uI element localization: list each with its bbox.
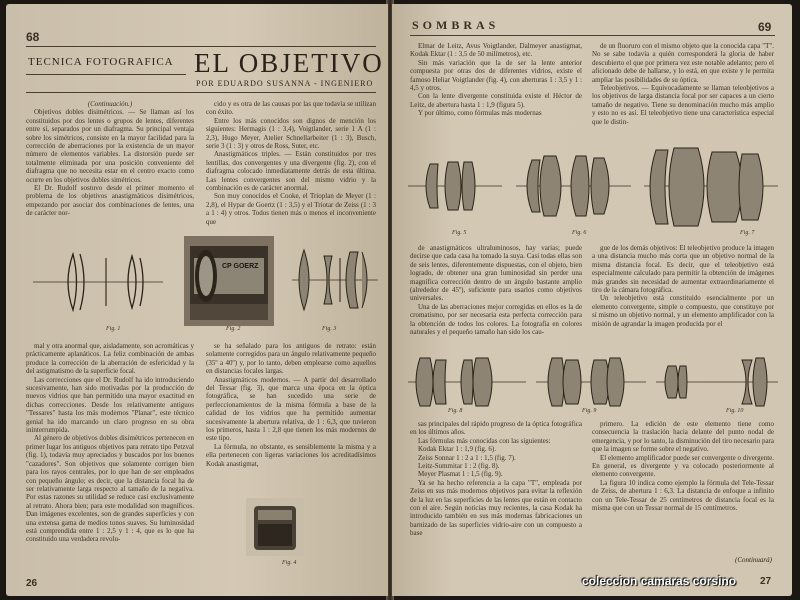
fig-3-lens-diagram xyxy=(290,240,380,324)
left-page xyxy=(6,4,388,596)
fig-1-lens-diagram xyxy=(28,242,168,324)
fig-6-diagram xyxy=(516,156,631,216)
paragraph: Teleobjetivos. — Equivocadamente se llaman teleobjetivos a los objetivos de larga distancia focal por ser capaces a un cierto tamaño de negativo. Tiene su denominación mucho más amplio y esto no es así. El teleobjetivo tiene una característica especial que le distin- xyxy=(592,84,774,126)
list-item: Kodak Ektar 1 : 1,9 (fig. 6). xyxy=(418,445,496,454)
magazine-header: SOMBRAS xyxy=(412,18,500,32)
title-bottom-rule xyxy=(26,92,376,93)
fig-8-caption: Fig. 8 xyxy=(448,408,463,414)
continuation-label: (Continuación.) xyxy=(87,100,133,108)
paragraph: El elemento amplificador puede ser convergente o divergente. En general, es divergente y va colocado posteriormente al elemento convergente. xyxy=(592,453,774,479)
fig-4-caption: Fig. 4 xyxy=(282,560,297,566)
fig-7-caption: Fig. 7 xyxy=(740,230,755,236)
paragraph: La figura 10 indica como ejemplo la fórmula del Tele-Tessar de Zeiss, de abertura 1 : 6,3. La distancia de enfoque a infinito con un Tele-Tessar de 25 centímetros de distancia focal es la misma que con un Tessar normal de 15 centímetros. xyxy=(592,478,774,513)
right-col1-mid xyxy=(410,244,582,352)
paragraph: de un fluoruro con el mismo objeto que la conocida capa "T". No se sabe todavía a quién corresponderá la gloria de haber descubierto el que por primera vez este notable adelanto; pero el aficionado debe de hallarse, y lo está, en que existe y le permita ampliar las posibilidades de su óptica. xyxy=(592,42,774,84)
article-title: EL OBJETIVO xyxy=(194,48,384,78)
paragraph: Elmar de Leitz, Avus Voigtlander, Dalmeyer anastigmat, Kodak Ektar (1 : 3,5 de 50 milímetros), etc. xyxy=(410,42,582,59)
fig-7-diagram xyxy=(644,148,778,226)
paragraph: primero. La edición de este elemento tiene como consecuencia la traslación hacia delante del punto nodal de emergencia, y por lo tanto, la disminución del tiro necesario para que la imagen se forme sobre el negativo. xyxy=(592,420,774,454)
right-page xyxy=(392,4,792,596)
paragraph: Las correcciones que el Dr. Rudolf ha ido introduciendo sucesivamente, han sido motivadas por la producción de nuevos vidrios que han permitido una mayor exactitud en dichas correcciones. Desde los relativamente antiguos "Tessares" hasta los más modernos "Planar", este técnico genial ha ido marcando un claro progreso en su obra ininterrumpida. xyxy=(26,375,194,435)
right-header-rule xyxy=(410,35,775,36)
paragraph: Son muy conocidos el Cooke, el Trioplan de Meyer (1 : 2,8), el Hypar de Goertz (1 : 3,5) y el Triotar de Zeiss (1 : 3 a 1 : 4) y otros. Todos tienen más o menos el inconveniente que xyxy=(206,192,376,226)
fig-3-caption: Fig. 3 xyxy=(322,326,337,332)
right-col1-bottom xyxy=(410,420,582,570)
paragraph: Las fórmulas más conocidas con las siguientes: xyxy=(418,436,551,445)
fig-2-caption: Fig. 2 xyxy=(226,326,241,332)
paragraph: El Dr. Rudolf sostuvo desde el primer momento el problema de los objetivos anastigmáticos disimétricos, empezando por asociar dos combinaciones de lentes, una de carácter nor- xyxy=(26,184,194,218)
article-author: POR EDUARDO SUSANNA - INGENIERO xyxy=(196,79,374,88)
lens-brand-text: CP GOERZ xyxy=(222,263,259,270)
left-col1-bottom xyxy=(26,342,194,568)
paragraph: Y por último, como fórmulas más modernas xyxy=(418,109,542,118)
fig-6-caption: Fig. 6 xyxy=(572,230,587,236)
left-col2-top xyxy=(206,100,376,236)
fig-8-diagram xyxy=(408,358,526,406)
paragraph: gue de los demás objetivos: El teleobjetivo produce la imagen a una distancia mucho más corta que un objetivo normal de la misma distancia focal. Es decir, que el teleobjetivo está especialmente calculado para permitir la obtención de imágenes más grandes sin necesidad de aumentar extraordinariamente el tiro de la cámara fotográfica. xyxy=(592,244,774,295)
list-item: Zeiss Sonnar 1 : 2 a 1 : 1,5 (fig. 7). xyxy=(418,453,516,462)
paragraph: Entre los más conocidos son dignos de mención los siguientes: Hermagis (1 : 3,4), Voigtlander, serie 1 A (1 : 2,3), Hugo Meyer, Atelier Schnellarbeiter (1 : 3), Busch, serie 3 (1 : 3) y otros de Ross, Suter, etc. xyxy=(206,116,376,151)
figs-5-6-7-lens-diagrams xyxy=(406,144,781,236)
paragraph: La fórmula, no obstante, es sensiblemente la misma y a ella pertenecen con ligeras variaciones los acreditadísimos Kodak anastigmat, xyxy=(206,442,376,468)
list-item: Meyer Plasmat 1 : 1,5 (fig. 9). xyxy=(418,470,503,479)
paragraph: Sin más variación que la de ser la lente anterior compuesta por otras dos de diferentes vidrios, existe el famoso Heliar Voigtlander (fig. 4), con aberturas 1 : 3,5 y 1 : 4,5 y otros. xyxy=(410,58,582,93)
paragraph: Anastigmáticos triples. — Están constituidos por tres lentillas, dos convergentes y una divergente (fig. 2), con el diafragma colocado inmediatamente detrás de esta última. Las lentes convergentes son del mismo vidrio y la combinación es de carácter anormal. xyxy=(206,150,376,193)
right-col1-top xyxy=(410,42,582,132)
left-footer-number: 26 xyxy=(26,578,38,589)
section-title: TECNICA FOTOGRAFICA xyxy=(28,56,174,68)
left-col2-bottom xyxy=(206,342,376,498)
right-col2-mid xyxy=(592,244,774,352)
watermark-text: coleccion camaras corsino xyxy=(582,574,737,588)
paragraph: Una de las aberraciones mejor corregidas en ellos es la de cromatismo, por ser necesaria esta perfecta corrección para la obtención de todos los colores. La fotografía en colores naturales y el pequeño tamaño han sido los cau- xyxy=(410,302,582,337)
paragraph: sas principales del rápido progreso de la óptica fotográfica en los últimos años. xyxy=(410,420,582,437)
fig-5-caption: Fig. 5 xyxy=(452,230,467,236)
fig-4-lens-photo xyxy=(246,498,304,556)
right-footer-number: 27 xyxy=(760,576,772,587)
paragraph: Al género de objetivos dobles disimétricos pertenecen en primer lugar los antiguos objetivos para retrato tipo Petzval (fig. 1), todavía muy apreciados y buscados por los buenos "cazadores". Son objetivos que solamente corrigen bien para los rayos centrales, por lo que han de ser empleados con pequeño ángulo; es decir, que la distancia focal ha de ser relativamente larga respecto al tamaño de la negativa. Por estas razones su utilidad se reduce casi exclusivamente al retrato. Ahora bien; para este modalidad son magníficos. Dan imágenes excelentes, son de grandes superficies y con una extensa gama de medios tonos suaves. Su luminosidad está comprendida entre 1 : 2,5 y 1 : 4, que es lo que ha constituido una verdadera revolu- xyxy=(26,434,194,544)
paragraph: Anastigmáticos modernos. — A partir del desarrollado del Tessar (fig. 3), que marca una época en la óptica fotográfica, se han sucedido una serie de perfeccionamientos de la misma fórmula a base de la calidad de los vidrios que ha permitido aumentar sucesivamente la abertura relativa, de 1 : 6,3, que tuvieron los primeros, hasta 1 : 2,8 que tienen los más modernos de este tipo. xyxy=(206,375,376,443)
left-header-rule xyxy=(26,46,376,47)
fig-9-diagram xyxy=(536,358,646,406)
title-rule xyxy=(26,74,186,75)
fig-1-caption: Fig. 1 xyxy=(106,326,121,332)
to-be-continued: (Continuará) xyxy=(735,556,772,564)
fig-9-caption: Fig. 9 xyxy=(582,408,597,414)
fig-10-diagram xyxy=(656,358,778,406)
paragraph: se ha señalado para los antiguos de retrato: están solamente corregidos para un ángulo relativamente pequeño (35º a 40º) y, por lo tanto, deben emplearse como aquellos en distancias focales largas. xyxy=(206,342,376,376)
paragraph: Con la lente divergente constituida existe el Héctor de Leitz, de abertura hasta 1 : 1,9 (figura 5). xyxy=(410,92,582,109)
paragraph: Un teleobjetivo está constituido esencialmente por un elemento convergente, simple o compuesto, que constituye por sí mismo un objetivo normal, y un elemento amplificador con la misión de agrandar la imagen producida por el xyxy=(592,294,774,328)
left-col1-top xyxy=(26,100,194,236)
fig-10-caption: Fig. 10 xyxy=(726,408,744,414)
paragraph: mal y otra anormal que, aisladamente, son acromáticas y prácticamente aplanáticos. La feliz combinación de ambas produce la corrección de la aberración de esfericidad y la del astigmatismo de la superficie focal. xyxy=(26,342,194,376)
left-page-number: 68 xyxy=(26,30,40,44)
paragraph: de anastigmáticos ultraluminosos, hay varias; puede decirse que cada casa ha tomado la suya. Casi todas ellas son de seis lentes, diferentemente dispuestas, con el objeto, bien logrado, de obtener una gran luminosidad sin perder una magnífica corrección dentro de un ángulo bastante amplio (alrededor de 45º), suficiente para usarlos como objetivos universales. xyxy=(410,244,582,303)
paragraph: cido y es otra de las causas por las que todavía se utilizan con éxito. xyxy=(206,100,376,117)
fig-2-lens-photo xyxy=(184,236,274,326)
paragraph: Ya se ha hecho referencia a la capa "T", empleada por Zeiss en sus más modernos objetivos para evitar la reflexión de la luz en las superficies de las lentes que están en contacto con el aire. Según noticias muy recientes, la casa Kodak ha introducido también en sus más modernas fabricaciones un barnizado de las superficies vidrio-aire con un compuesto a base xyxy=(410,478,582,538)
figs-8-9-10-lens-diagrams xyxy=(406,352,781,412)
list-item: Leitz-Summitar 1 : 2 (fig. 8). xyxy=(418,462,500,471)
right-col2-top xyxy=(592,42,774,132)
fig-5-diagram xyxy=(408,162,502,210)
right-col2-bottom xyxy=(592,420,774,556)
paragraph: Objetivos dobles disimétricos. — Se llaman así los constituidos por dos lentes o grupos de lentes, diferentes entre sí, separados por un diafragma. Su principal ventaja sobre los simétricos, consiste en la mayor facilidad para la corrección de aberraciones por la existencia de un mayor número de elementos variables. La distorsión puede ser totalmente eliminada por una posición conveniente del diafragma que no necesita estar en el centro exacto como ocurre en los objetivos dobles simétricos. xyxy=(26,108,194,184)
right-page-number: 69 xyxy=(758,20,772,34)
